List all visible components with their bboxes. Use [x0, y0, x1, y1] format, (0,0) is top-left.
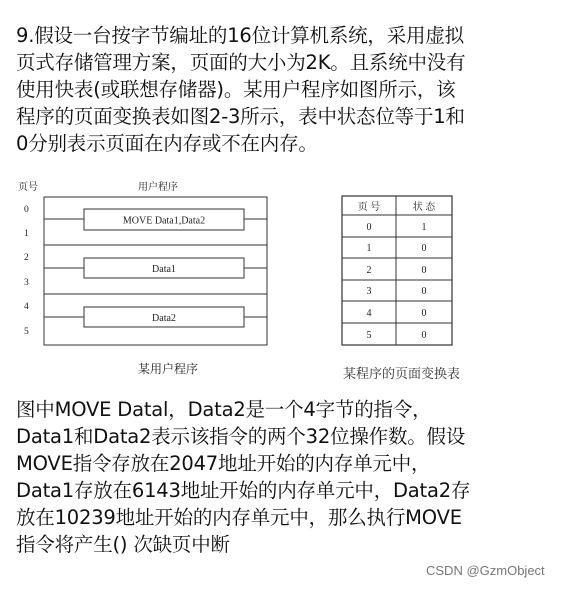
question-line: MOVE指令存放在2047地址开始的内存单元中， [16, 452, 431, 475]
page-number-label: 2 [24, 253, 29, 263]
user-program-caption: 某用户程序 [137, 362, 199, 376]
table-cell-page: 4 [366, 308, 372, 319]
page-header-label: 页号 [18, 182, 38, 193]
page-number-label: 3 [24, 278, 29, 288]
move-instruction-label: MOVE Data1,Data2 [122, 215, 206, 227]
question-line: Data1和Data2表示该指令的两个32位操作数。假设 [16, 425, 466, 448]
page-number-label: 1 [24, 229, 29, 239]
table-cell-page: 5 [366, 330, 372, 341]
question-line: Data1存放在6143地址开始的内存单元中，Data2存 [16, 479, 471, 502]
question-paragraph-bottom [16, 396, 556, 558]
table-cell-page: 0 [366, 222, 372, 233]
table-header-page: 页 号 [357, 202, 381, 213]
question-line: 指令将产生() 次缺页中断 [16, 533, 230, 556]
question-line: 使用快表(或联想存储器)。某用户程序如图所示，该 [16, 78, 456, 101]
table-header-status: 状 态 [412, 202, 436, 213]
table-cell-page: 2 [366, 265, 372, 276]
question-line: 图中MOVE Datal，Data2是一个4字节的指令， [16, 398, 432, 421]
page-number-label: 5 [24, 327, 29, 337]
question-line: 0分别表示页面在内存或不在内存。 [16, 132, 318, 155]
page-table-caption: 某程序的页面变换表 [343, 367, 461, 382]
program-header-label: 用户程序 [138, 182, 178, 193]
question-line: 页式存储管理方案，页面的大小为2K。且系统中没有 [16, 51, 466, 74]
page-number-label: 4 [24, 302, 29, 312]
table-cell-page: 1 [366, 243, 372, 254]
table-cell-status: 0 [421, 243, 427, 254]
page-table-caption-clip [343, 365, 503, 382]
question-line: 放在10239地址开始的内存单元中，那么执行MOVE [16, 506, 462, 529]
table-cell-status: 0 [421, 308, 427, 319]
page-table-figure [342, 196, 452, 345]
page-number-label: 0 [24, 205, 29, 215]
table-cell-status: 0 [421, 330, 427, 341]
question-line: 程序的页面变换表如图2-3所示，表中状态位等于1和 [16, 105, 465, 128]
user-program-figure [18, 180, 267, 376]
data1-label: Data1 [152, 264, 176, 275]
table-cell-status: 1 [421, 222, 427, 233]
table-cell-page: 3 [366, 286, 372, 297]
table-cell-status: 0 [421, 265, 427, 276]
table-cell-status: 0 [421, 286, 427, 297]
csdn-watermark: CSDN @GzmObject [426, 563, 545, 578]
data2-label: Data2 [152, 313, 176, 324]
question-line: 9.假设一台按字节编址的16位计算机系统，采用虚拟 [16, 24, 464, 47]
